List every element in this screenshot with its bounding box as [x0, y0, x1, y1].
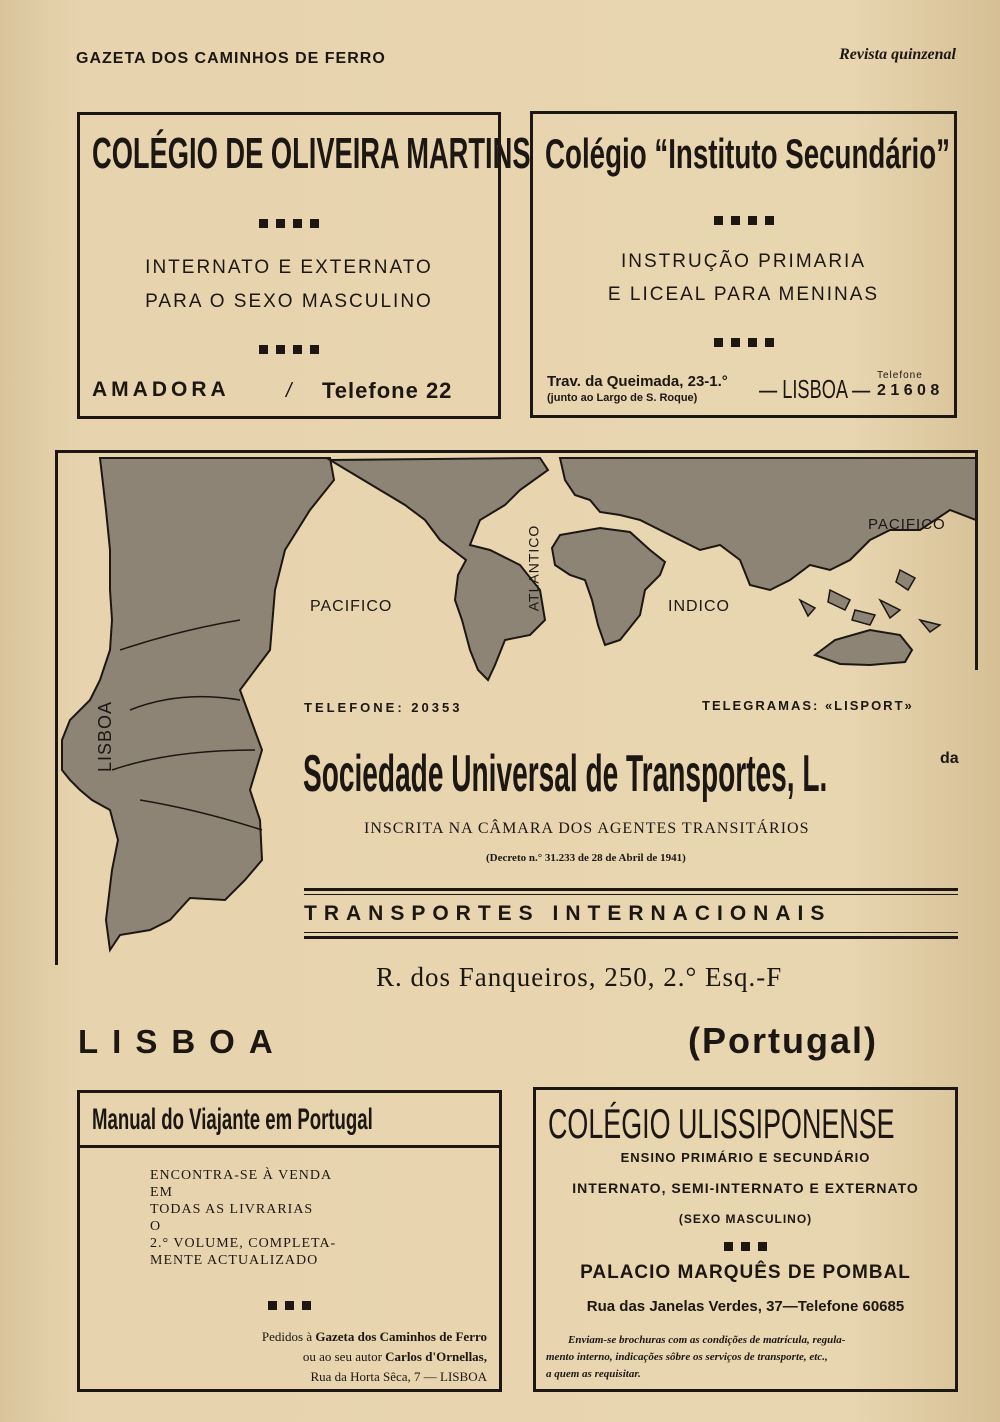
map-label-lisboa: LISBOA — [95, 700, 116, 773]
ad-ulissiponense-line1: ENSINO PRIMÁRIO E SECUNDÁRIO — [620, 1150, 871, 1165]
ad-oliveira-phone: Telefone 22 — [322, 378, 453, 403]
ad-manual-orders — [262, 1327, 487, 1387]
ad-oliveira-line2: PARA O SEXO MASCULINO — [145, 291, 433, 312]
transportes-rule-top — [304, 888, 958, 891]
ad-ulissiponense-address: Rua das Janelas Verdes, 37—Telefone 60685 — [586, 1298, 905, 1315]
ad-ulissiponense-palace: PALACIO MARQUÊS DE POMBAL — [580, 1262, 911, 1283]
sociedade-transportes: TRANSPORTES INTERNACIONAIS — [304, 902, 832, 925]
ad-oliveira-title: COLÉGIO DE OLIVEIRA MARTINS — [92, 129, 531, 178]
ad-instituto-city: — LISBOA — — [759, 374, 871, 404]
map-label-pacifico-left: PACIFICO — [310, 598, 393, 615]
sociedade-telefone: TELEFONE: 20353 — [304, 700, 463, 715]
ad-manual-line: O — [150, 1219, 162, 1234]
ad-oliveira-separator: / — [286, 380, 292, 402]
ad-instituto-secundario — [530, 111, 957, 418]
transportes-rule-top-thin — [304, 894, 958, 895]
sociedade-name: Sociedade Universal de Transportes, L. — [303, 745, 828, 803]
ad-sociedade-universal — [0, 450, 1000, 1070]
transportes-rule-bottom — [304, 936, 958, 939]
ad-manual-orders2a: ou ao seu autor — [302, 1349, 386, 1364]
map-label-atlantico: ATLANTICO — [525, 524, 542, 612]
map-label-indico: INDICO — [668, 598, 730, 615]
ad-ulissiponense-note1: Enviam-se brochuras com as condições de matrícula, regula- — [568, 1334, 846, 1346]
ad-manual-viajante — [77, 1090, 502, 1392]
sociedade-telegramas: TELEGRAMAS: «LISPORT» — [702, 698, 914, 713]
ad-instituto-phone: 2 1 6 0 8 — [877, 382, 940, 399]
ornament-dots — [80, 1299, 499, 1313]
ornament-dots — [536, 1240, 955, 1254]
ad-colegio-ulissiponense — [533, 1087, 958, 1392]
ad-manual-line: 2.° VOLUME, COMPLETA- — [150, 1236, 337, 1251]
ad-ulissiponense-note3: a quem as requisitar. — [546, 1368, 641, 1380]
ad-manual-line: EM — [150, 1185, 173, 1200]
ad-manual-orders1a: Pedidos à — [261, 1329, 316, 1344]
ad-manual-orders2b: Carlos d'Ornellas, — [385, 1349, 487, 1364]
ad-instituto-line1: INSTRUÇÃO PRIMARIA — [620, 251, 867, 272]
transportes-rule-bottom-thin — [304, 932, 958, 933]
sociedade-decreto: (Decreto n.° 31.233 de 28 de Abril de 1941) — [486, 852, 686, 864]
ornament-dots — [80, 343, 498, 357]
gazette-title: GAZETA DOS CAMINHOS DE FERRO — [76, 50, 386, 67]
map-label-pacifico-right: PACIFICO — [868, 516, 946, 533]
sociedade-lisboa: LISBOA — [78, 1023, 287, 1060]
ad-instituto-address-note: (junto ao Largo de S. Roque) — [547, 392, 698, 404]
ad-instituto-line2: E LICEAL PARA MENINAS — [607, 284, 880, 305]
ornament-dots — [533, 336, 954, 350]
ad-manual-orders1b: Gazeta dos Caminhos de Ferro — [315, 1329, 487, 1344]
ad-ulissiponense-line3: (SEXO MASCULINO) — [678, 1212, 813, 1226]
ad-instituto-title: Colégio “Instituto Secundário” — [545, 130, 951, 177]
ad-instituto-phone-label: Telefone — [877, 370, 923, 381]
sociedade-portugal: (Portugal) — [688, 1020, 878, 1061]
ad-ulissiponense-note — [546, 1332, 845, 1383]
gazette-subtitle: Revista quinzenal — [839, 46, 956, 63]
ad-manual-title: Manual do Viajante em Portugal — [92, 1103, 373, 1136]
sociedade-address: R. dos Fanqueiros, 250, 2.° Esq.-F — [376, 962, 783, 992]
ad-manual-lines — [150, 1167, 336, 1269]
ornament-dots — [80, 217, 498, 231]
africa-shape — [552, 528, 665, 645]
ad-instituto-address: Trav. da Queimada, 23-1.° — [547, 373, 728, 390]
ad-oliveira-line1: INTERNATO E EXTERNATO — [145, 257, 433, 278]
ad-oliveira-martins — [77, 112, 531, 419]
ad-ulissiponense-line2: INTERNATO, SEMI-INTERNATO E EXTERNATO — [572, 1180, 919, 1196]
ad-oliveira-place: AMADORA — [92, 378, 230, 401]
ad-manual-line: TODAS AS LIVRARIAS — [150, 1202, 314, 1217]
ornament-dots — [533, 214, 954, 228]
ad-ulissiponense-note2: mento interno, indicações sôbre os serviços de transporte, etc., — [546, 1351, 828, 1363]
sociedade-name-sup: da — [940, 750, 959, 767]
australia-shape — [815, 630, 912, 665]
sociedade-inscrita: INSCRITA NA CÂMARA DOS AGENTES TRANSITÁRIOS — [364, 820, 810, 837]
ad-manual-line: MENTE ACTUALIZADO — [150, 1253, 319, 1268]
ad-manual-line: ENCONTRA-SE À VENDA — [150, 1168, 333, 1183]
ad-manual-title-rule — [80, 1145, 499, 1148]
americas-shape — [330, 458, 548, 680]
ad-manual-orders3: Rua da Horta Sêca, 7 — LISBOA — [310, 1369, 487, 1384]
ad-ulissiponense-title: COLÉGIO ULISSIPONENSE — [548, 1100, 895, 1147]
